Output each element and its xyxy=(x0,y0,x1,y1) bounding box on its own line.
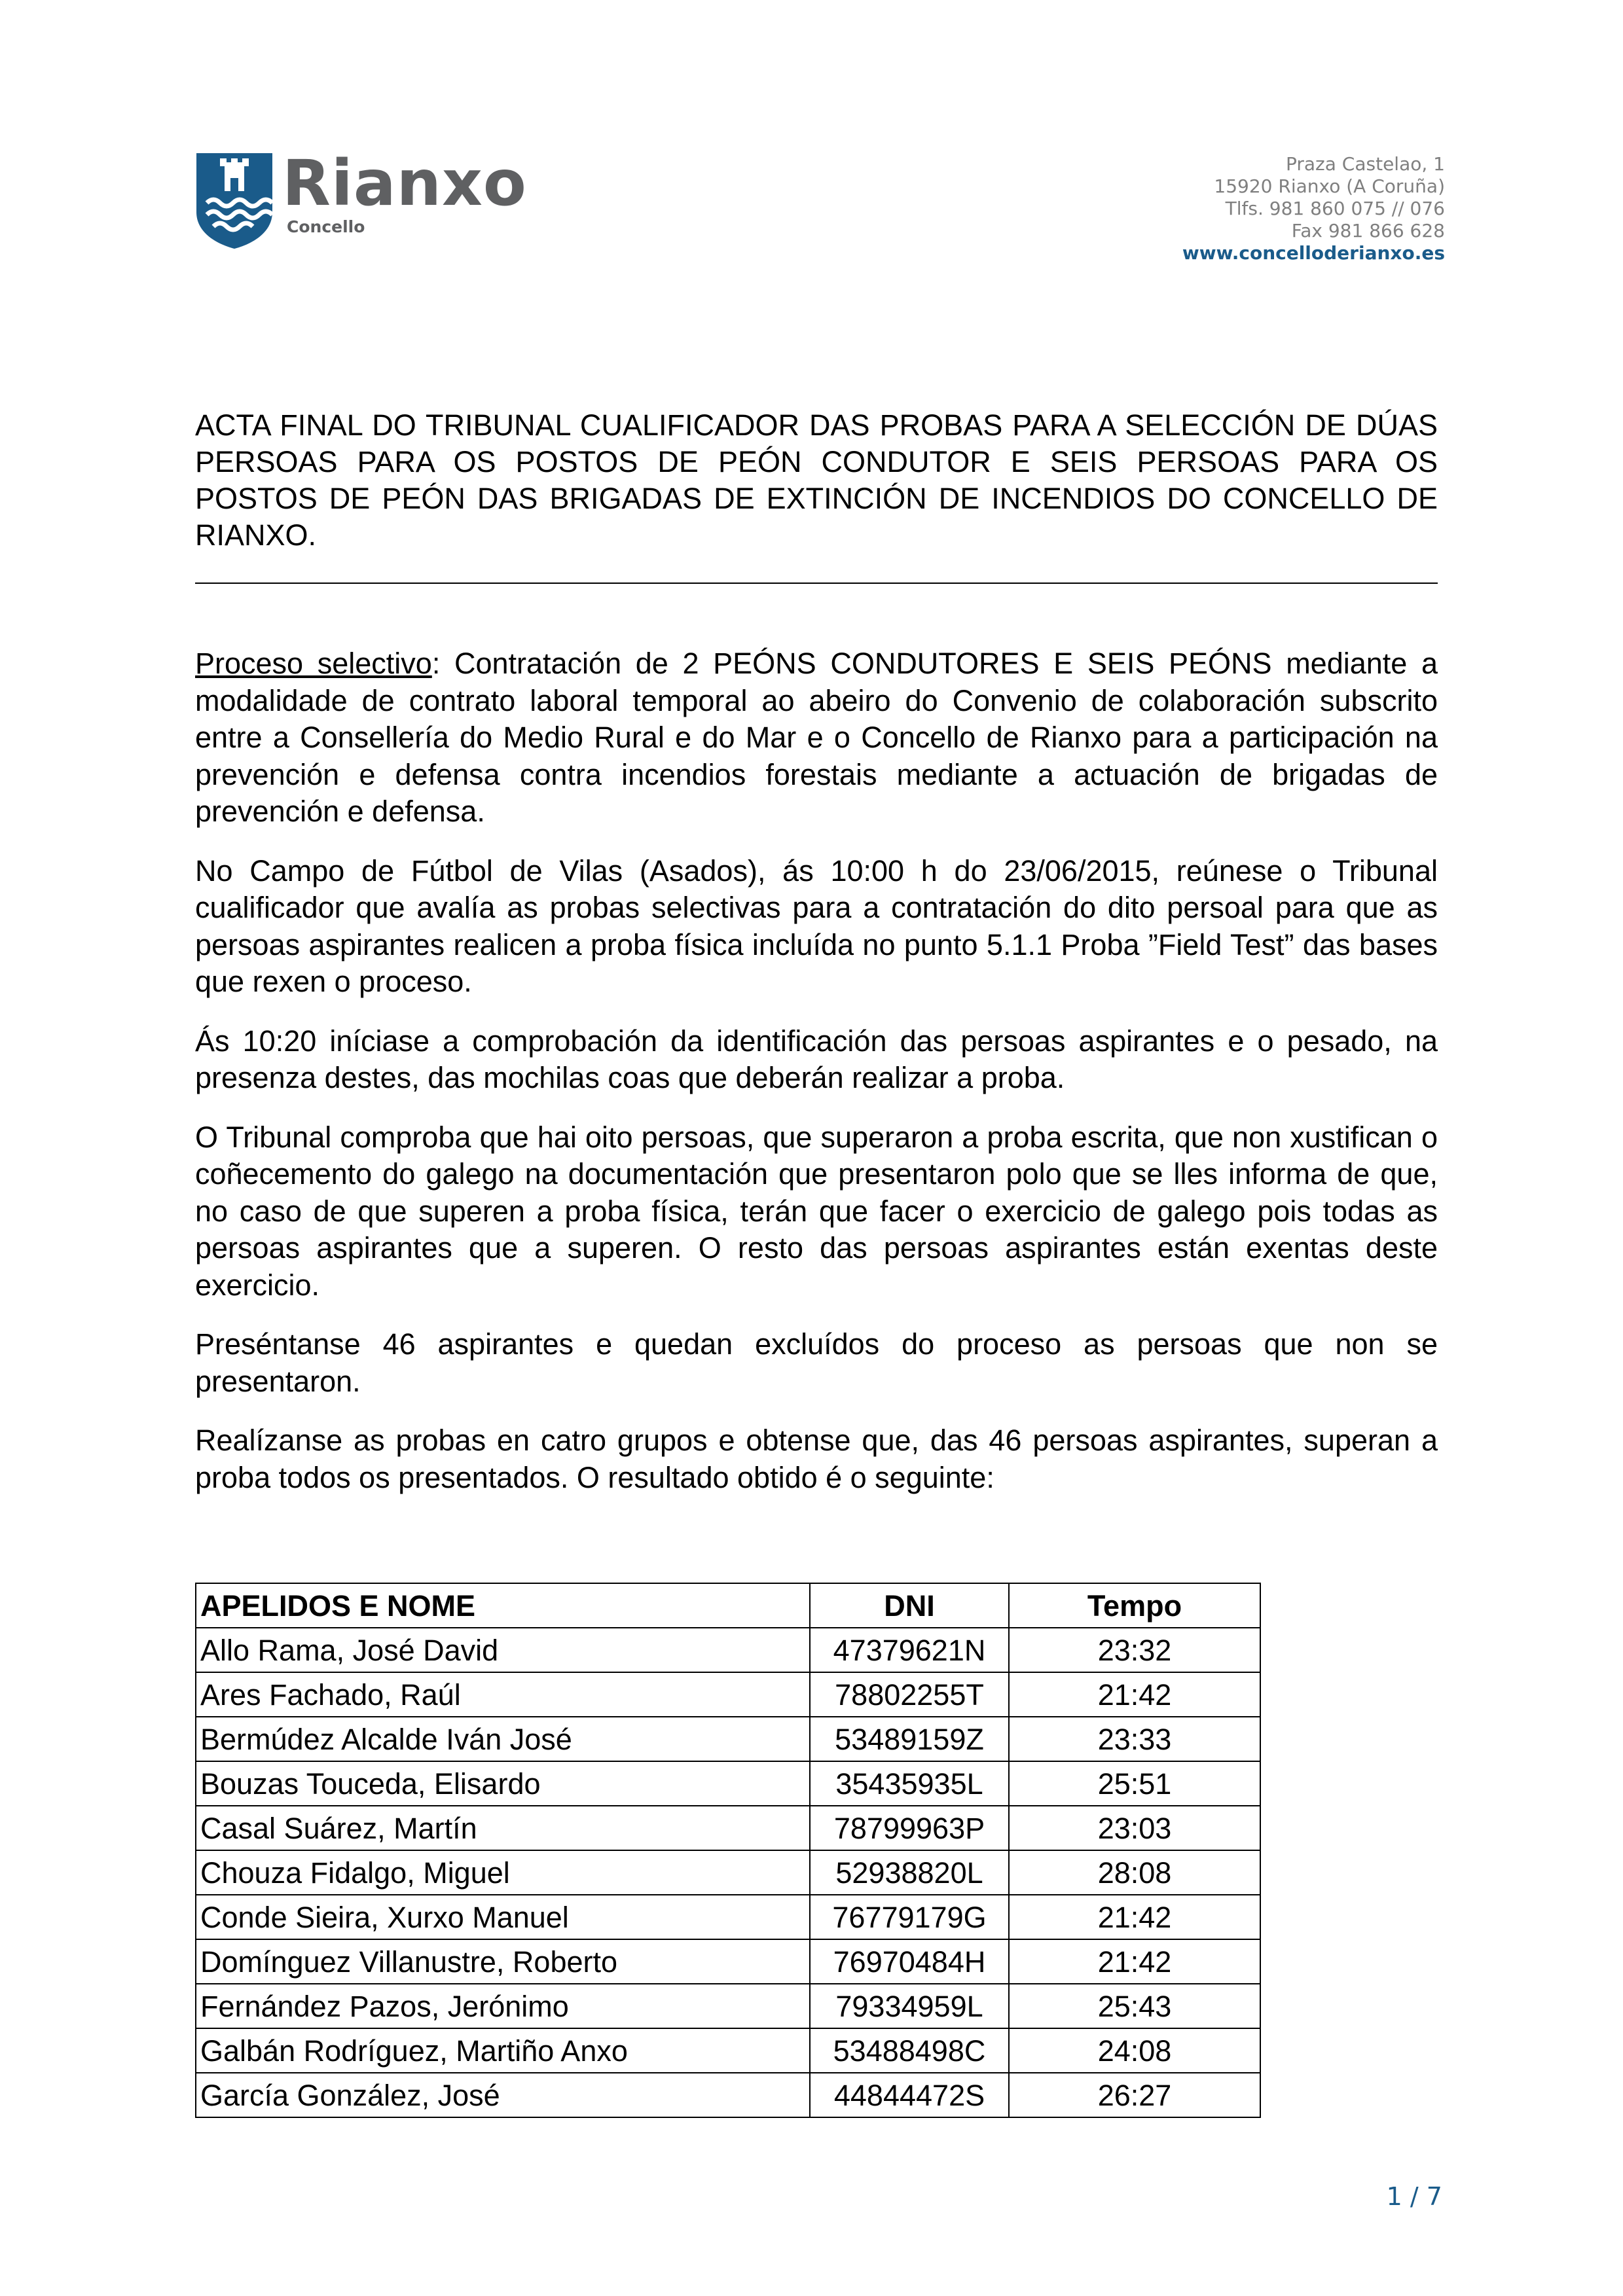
cell-dni: 52938820L xyxy=(810,1850,1009,1895)
cell-time: 21:42 xyxy=(1009,1895,1260,1939)
cell-name: Allo Rama, José David xyxy=(196,1628,810,1672)
table-row xyxy=(196,1984,1260,2028)
address-line: Fax 981 866 628 xyxy=(1291,220,1445,242)
cell-name: Ares Fachado, Raúl xyxy=(196,1672,810,1717)
body-paragraph: Realízanse as probas en catro grupos e obtense que, das 46 persoas aspirantes, superan a proba todos os presentados. O resultado obtido é o seguinte: xyxy=(195,1424,1438,1494)
document-title: ACTA FINAL DO TRIBUNAL CUALIFICADOR DAS PROBAS PARA A SELECCIÓN DE DÚAS PERSOAS PARA OS POSTOS DE PEÓN CONDUTOR E SEIS PERSOAS PARA OS POSTOS DE PEÓN DAS BRIGADAS DE EXTINCIÓN DE INCENDIOS DO CONCELLO DE RIANXO. xyxy=(195,408,1438,552)
cell-name: Bouzas Touceda, Elisardo xyxy=(196,1761,810,1806)
address-line: Tlfs. 981 860 075 // 076 xyxy=(1225,198,1445,219)
column-header-dni: DNI xyxy=(810,1583,1009,1628)
cell-name: Domínguez Villanustre, Roberto xyxy=(196,1939,810,1984)
table-row xyxy=(196,1895,1260,1939)
cell-time: 25:51 xyxy=(1009,1761,1260,1806)
cell-dni: 76970484H xyxy=(810,1939,1009,1984)
process-label: Proceso selectivo xyxy=(195,647,432,680)
cell-dni: 78802255T xyxy=(810,1672,1009,1717)
document-body xyxy=(195,645,1438,1518)
body-paragraph: O Tribunal comproba que hai oito persoas, que superaron a proba escrita, que non xustifican o coñecemento do galego na documentación que presentaron polo que se lles informa de que, no caso de que superen a proba física, terán que facer o exercicio de galego pois todas as persoas aspirantes que a superen. O resto das persoas aspirantes están exentas deste exercicio. xyxy=(195,1120,1438,1302)
cell-time: 23:33 xyxy=(1009,1717,1260,1761)
logo-name: Rianxo xyxy=(282,147,527,220)
results-table xyxy=(195,1583,1261,2118)
cell-time: 26:27 xyxy=(1009,2073,1260,2117)
logo-subtitle: Concello xyxy=(287,217,365,236)
table-row xyxy=(196,2028,1260,2073)
process-paragraph xyxy=(195,645,1438,831)
cell-name: Galbán Rodríguez, Martiño Anxo xyxy=(196,2028,810,2073)
cell-dni: 53489159Z xyxy=(810,1717,1009,1761)
website-link[interactable]: www.concelloderianxo.es xyxy=(1182,242,1445,264)
table-row xyxy=(196,1761,1260,1806)
table-row xyxy=(196,1672,1260,1717)
cell-name: Bermúdez Alcalde Iván José xyxy=(196,1717,810,1761)
cell-dni: 78799963P xyxy=(810,1806,1009,1850)
table-row xyxy=(196,1939,1260,1984)
cell-name: Fernández Pazos, Jerónimo xyxy=(196,1984,810,2028)
body-paragraph: Ás 10:20 iníciase a comprobación da identificación das persoas aspirantes e o pesado, na presenza destes, das mochilas coas que deberán realizar a proba. xyxy=(195,1024,1438,1094)
cell-time: 28:08 xyxy=(1009,1850,1260,1895)
table-row xyxy=(196,1850,1260,1895)
cell-time: 21:42 xyxy=(1009,1672,1260,1717)
address-line: 15920 Rianxo (A Coruña) xyxy=(1214,175,1445,197)
cell-time: 23:03 xyxy=(1009,1806,1260,1850)
table-header-row xyxy=(196,1583,1260,1628)
table-row xyxy=(196,2073,1260,2117)
body-paragraph: No Campo de Fútbol de Vilas (Asados), ás 10:00 h do 23/06/2015, reúnese o Tribunal cualificador que avalía as probas selectivas para a contratación do dito persoal para que as persoas aspirantes realicen a proba física incluída no punto 5.1.1 Proba ”Field Test” das bases que rexen o proceso. xyxy=(195,853,1438,998)
rianxo-shield-icon xyxy=(195,152,274,250)
cell-time: 21:42 xyxy=(1009,1939,1260,1984)
cell-time: 23:32 xyxy=(1009,1628,1260,1672)
cell-name: Chouza Fidalgo, Miguel xyxy=(196,1850,810,1895)
cell-time: 25:43 xyxy=(1009,1984,1260,2028)
table-row xyxy=(196,1806,1260,1850)
title-divider xyxy=(195,583,1438,584)
page-number: 1 / 7 xyxy=(1386,2182,1442,2211)
cell-name: Conde Sieira, Xurxo Manuel xyxy=(196,1895,810,1939)
cell-dni: 47379621N xyxy=(810,1628,1009,1672)
address-block xyxy=(1182,153,1445,264)
cell-name: Casal Suárez, Martín xyxy=(196,1806,810,1850)
cell-dni: 76779179G xyxy=(810,1895,1009,1939)
body-paragraph: Preséntanse 46 aspirantes e quedan excluídos do proceso as persoas que non se presentaron. xyxy=(195,1327,1438,1398)
table-row xyxy=(196,1717,1260,1761)
cell-dni: 35435935L xyxy=(810,1761,1009,1806)
cell-dni: 53488498C xyxy=(810,2028,1009,2073)
cell-time: 24:08 xyxy=(1009,2028,1260,2073)
table-row xyxy=(196,1628,1260,1672)
cell-name: García González, José xyxy=(196,2073,810,2117)
concello-logo xyxy=(195,147,562,257)
process-text: : Contratación de 2 PEÓNS CONDUTORES E SEIS PEÓNS mediante a modalidade de contrato laboral temporal ao abeiro do Convenio de colaboración subscrito entre a Consellería do Medio Rural e do Mar e o Concello de Rianxo para a participación na prevención e defensa contra incendios forestais mediante a actuación de brigadas de prevención e defensa. xyxy=(195,647,1438,828)
cell-dni: 79334959L xyxy=(810,1984,1009,2028)
cell-dni: 44844472S xyxy=(810,2073,1009,2117)
column-header-name: APELIDOS E NOME xyxy=(196,1583,810,1628)
address-line: Praza Castelao, 1 xyxy=(1285,153,1445,175)
column-header-time: Tempo xyxy=(1009,1583,1260,1628)
